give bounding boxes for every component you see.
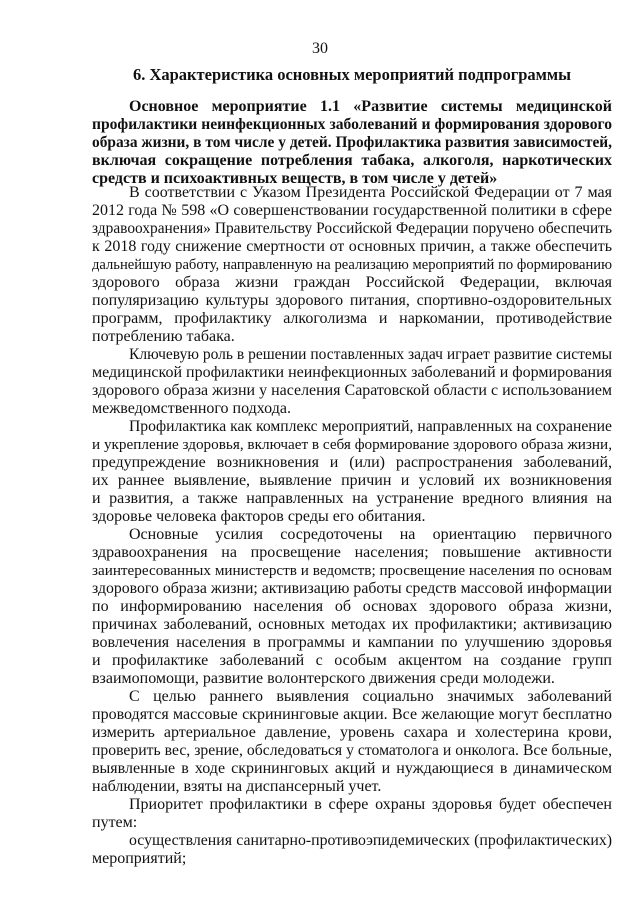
text-line: путем: [92, 814, 138, 831]
paragraph [92, 526, 612, 688]
text-line: и профилактике заболеваний с особым акцентом на создание групп [92, 652, 612, 669]
paragraph [92, 418, 612, 526]
text-line: здорового образа жизни; активизацию работы средств массовой информации [92, 580, 612, 597]
paragraph [92, 688, 612, 796]
text-line: профилактики неинфекционных заболеваний и формирования здорового [92, 116, 612, 133]
text-line: Ключевую роль в решении поставленных задач играет развитие системы [129, 346, 612, 363]
text-line: по информированию населения об основах здорового образа жизни, [92, 598, 612, 615]
text-line: наблюдении, взяты на диспансерный учет. [92, 778, 382, 795]
text-line: к 2018 году снижение смертности от основных причин, а также обеспечить [92, 238, 612, 255]
text-line: предупреждение возникновения и (или) распространения заболеваний, [92, 454, 612, 471]
text-line: измерить артериальное давление, уровень сахара и холестерина крови, [92, 724, 612, 741]
text-line: средств и психоактивных веществ, в том числе у детей» [92, 170, 498, 187]
text-line: Основное мероприятие 1.1 «Развитие системы медицинской [129, 98, 612, 115]
text-line: проверить вес, зрение, обследоваться у стоматолога и онколога. Все больные, [92, 742, 612, 759]
text-line: 2012 года № 598 «О совершенствовании государственной политики в сфере [92, 202, 612, 219]
text-line: межведомственного подхода. [92, 400, 291, 417]
text-line: здравоохранения на просвещение населения; повышение активности [92, 544, 612, 561]
text-line: здорового образа жизни у населения Саратовской области с использованием [92, 382, 612, 399]
section-title: 6. Характеристика основных мероприятий подпрограммы [132, 65, 572, 84]
text-line: причинах заболеваний, основных методах их профилактики; активизацию [92, 616, 612, 633]
page-number: 30 [312, 40, 328, 57]
text-line: Основные усилия сосредоточены на ориентацию первичного [129, 526, 612, 543]
text-line: здоровье человека факторов среды его обитания. [92, 508, 426, 525]
text-line: включая сокращение потребления табака, алкоголя, наркотических [92, 152, 612, 169]
text-line: дальнейшую работу, направленную на реализацию мероприятий по формированию [92, 257, 612, 273]
text-line: здорового образа жизни граждан Российской Федерации, включая [92, 274, 612, 291]
text-line: и развития, а также направленных на устранение вредного влияния на [92, 490, 612, 507]
text-line: мероприятий; [92, 850, 187, 867]
text-line: С целью раннего выявления социально значимых заболеваний [129, 688, 612, 705]
text-line: заинтересованных министерств и ведомств; просвещение населения по основам [92, 562, 612, 579]
text-line: их раннее выявление, выявление причин и условий их возникновения [92, 472, 612, 489]
text-line: потреблению табака. [92, 328, 235, 345]
text-line: взаимопомощи, развитие волонтерского движения среди молодежи. [92, 670, 555, 687]
text-line: Приоритет профилактики в сфере охраны здоровья будет обеспечен [129, 796, 612, 813]
text-line: популяризацию культуры здорового питания, спортивно-оздоровительных [92, 292, 612, 309]
paragraph [92, 346, 612, 418]
text-line: вовлечения населения в программы и кампании по улучшению здоровья [92, 634, 612, 651]
text-line: образа жизни, в том числе у детей. Профилактика развития зависимостей, [92, 134, 612, 151]
text-line: программ, профилактику алкоголизма и наркомании, противодействие [92, 310, 612, 327]
paragraph [92, 796, 612, 832]
text-line: осуществления санитарно-противоэпидемических (профилактических) [129, 832, 612, 849]
document-body [92, 184, 612, 868]
text-line: проводятся массовые скрининговые акции. Все желающие могут бесплатно [92, 706, 612, 723]
measure-heading [92, 98, 612, 188]
paragraph [92, 832, 612, 868]
text-line: Профилактика как комплекс мероприятий, направленных на сохранение [129, 418, 612, 435]
text-line: В соответствии с Указом Президента Российской Федерации от 7 мая [129, 184, 612, 201]
text-line: и укрепление здоровья, включает в себя формирование здорового образа жизни, [92, 436, 612, 453]
text-line: здравоохранения» Правительству Российской Федерации поручено обеспечить [92, 220, 612, 237]
text-line: выявленные в ходе скрининговых акций и нуждающиеся в динамическом [92, 760, 612, 777]
paragraph [92, 184, 612, 346]
text-line: медицинской профилактики неинфекционных заболеваний и формирования [92, 364, 612, 381]
